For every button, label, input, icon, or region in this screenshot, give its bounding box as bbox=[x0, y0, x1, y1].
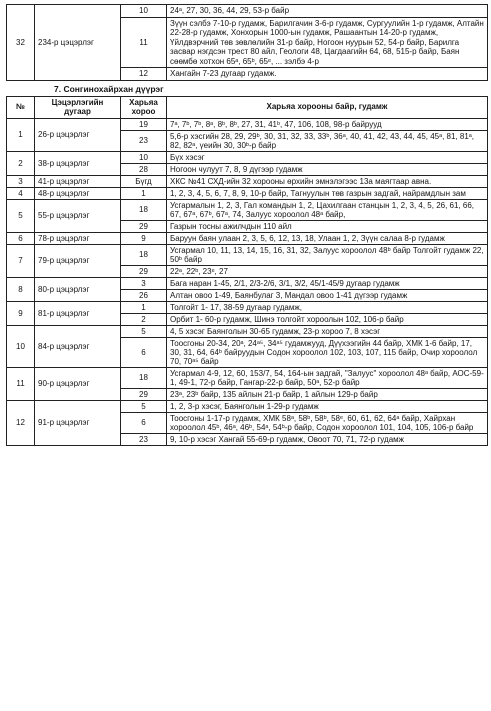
kindergarten-name: 91-р цэцэрлэг bbox=[35, 400, 121, 445]
khoroo-cell: 18 bbox=[121, 244, 167, 265]
row-number: 10 bbox=[7, 325, 35, 367]
khoroo-cell: Бүгд bbox=[121, 175, 167, 187]
address-cell: Тоосгоны 20-34, 20ᵃ, 24ᵃ⁵, 34ᵃ⁵ гудамжууд, Дүүхээгийн 44 байр, ХМК 1-6 байр, 17, 30, 31, 64, 64ᵇ байруудын Содон хороолол 102, 103, 107, 115 байр, Очир хороолол 70, 70ᵃ⁵ байр bbox=[167, 337, 488, 367]
kindergarten-name: 234-р цэцэрлэг bbox=[35, 5, 121, 81]
address-cell: Хангайн 7-23 дугаар гудамж. bbox=[167, 68, 488, 81]
header-khoroo: Харьяа хороо bbox=[121, 96, 167, 118]
khoroo-cell: 26 bbox=[121, 289, 167, 301]
table-row bbox=[7, 301, 488, 313]
table-row bbox=[7, 277, 488, 289]
kindergarten-name: 79-р цэцэрлэг bbox=[35, 244, 121, 277]
kindergarten-table-body bbox=[7, 118, 488, 445]
kindergarten-name: 55-р цэцэрлэг bbox=[35, 199, 121, 232]
address-cell: Усгармал 10, 11, 13, 14, 15, 16, 31, 32, Залуус хороолол 48ᵇ байр Толгойт гудамж 22, 50ᵇ байр bbox=[167, 244, 488, 265]
khoroo-cell: 18 bbox=[121, 199, 167, 220]
header-kindergarten: Цэцэрлэгийн дугаар bbox=[35, 96, 121, 118]
kindergarten-name: 90-р цэцэрлэг bbox=[35, 367, 121, 400]
address-cell: Газрын тосны ажилчдын 110 айл bbox=[167, 220, 488, 232]
address-cell: 9, 10-р хэсэг Хангай 55-69-р гудамж, Овоот 70, 71, 72-р гудамж bbox=[167, 433, 488, 445]
khoroo-cell: 18 bbox=[121, 367, 167, 388]
khoroo-cell: 29 bbox=[121, 265, 167, 277]
kindergarten-table bbox=[6, 96, 488, 446]
address-cell: 5,6-р хэсгийн 28, 29, 29ᵇ, 30, 31, 32, 33, 33ᵇ, 36ᵃ, 40, 41, 42, 43, 44, 45, 45ᵃ, 81, 81ᵃ, 82, 82ᵃ, үеийн 30, 30ᵇ-р байр bbox=[167, 130, 488, 151]
row-number: 7 bbox=[7, 244, 35, 277]
address-cell: Зүүн сэлбэ 7-10-р гудамж, Барилгачин 3-6-р гудамж, Сургуулийн 1-р гудамж, Алтайн 22-28-р гудамж, Хонхорын 1000-ын гудамж, Рашаантын 14-20-р гудамж, Үйлдвэрчний төв зөвлөлийн 31-р байр, Ногоон нуурын 52, 54-р байр, Барилга засвар нэгдсэн трест 80 айл, Геологи 48, Цагдаагийн 64, 68, 515-р байр, Баян сөөмбө хотхон 65ᵃ, 65ᵇ, 65ᵉ, ... зэлбэ 4-р bbox=[167, 17, 488, 68]
khoroo-cell: 23 bbox=[121, 130, 167, 151]
address-cell: Алтан овоо 1-49, Баянбулаг 3, Мандал овоо 1-41 дүгээр гудамж bbox=[167, 289, 488, 301]
header-address: Харьяа хорооны байр, гудамж bbox=[167, 96, 488, 118]
address-cell: 7ᵃ, 7ᵇ, 7ᵇ, 8ᵃ, 8ᵇ, 8ᵇ, 27, 31, 41ᵇ, 47, 106, 108, 98-р байрууд bbox=[167, 118, 488, 130]
address-cell: 24ᵃ, 27, 30, 36, 44, 29, 53-р байр bbox=[167, 5, 488, 18]
address-cell: 23ᵃ, 23ᵇ байр, 135 айлын 21-р байр, 1 айлын 129-р байр bbox=[167, 388, 488, 400]
row-number: 6 bbox=[7, 232, 35, 244]
table-row bbox=[7, 400, 488, 412]
table-row bbox=[7, 118, 488, 130]
table-row bbox=[7, 199, 488, 220]
kindergarten-name: 41-р цэцэрлэг bbox=[35, 175, 121, 187]
address-cell: Тоосгоны 1-17-р гудамж, ХМК 58ᵃ, 58ᵇ, 58ᵇ, 58ᵉ, 60, 61, 62, 64ᵃ байр, Хайрхан хороолол 45ᵇ, 46ᵃ, 46ᵇ, 54ᵃ, 54ᵇ-р байр, Содон хороолол 101, 104, 105, 106-р байр bbox=[167, 412, 488, 433]
row-number: 32 bbox=[7, 5, 35, 81]
kindergarten-name: 26-р цэцэрлэг bbox=[35, 118, 121, 151]
address-cell: Толгойт 1- 17, 38-59 дугаар гудамж, bbox=[167, 301, 488, 313]
khoroo-cell: 10 bbox=[121, 5, 167, 18]
top-table bbox=[6, 4, 488, 81]
kindergarten-name: 48-р цэцэрлэг bbox=[35, 187, 121, 199]
khoroo-cell: 10 bbox=[121, 151, 167, 163]
khoroo-cell: 6 bbox=[121, 412, 167, 433]
row-number: 1 bbox=[7, 118, 35, 151]
khoroo-cell: 6 bbox=[121, 337, 167, 367]
kindergarten-name: 84-р цэцэрлэг bbox=[35, 325, 121, 367]
address-cell: Баруун баян улаан 2, 3, 5, 6, 12, 13, 18, Улаан 1, 2, Зүүн салаа 8-р гудамж bbox=[167, 232, 488, 244]
address-cell: Усгармал 4-9, 12, 60, 153/7, 54, 164-ын задгай, "Залуус" хороолол 48ᵃ байр, АОС-59-1, 49-1, 72-р байр, Гангар-22-р байр, 50ᵃ, 52-р байр bbox=[167, 367, 488, 388]
address-cell: Ногоон чулуут 7, 8, 9 дүгээр гудамж bbox=[167, 163, 488, 175]
khoroo-cell: 5 bbox=[121, 325, 167, 337]
row-number: 11 bbox=[7, 367, 35, 400]
address-cell: 1, 2, 3-р хэсэг, Баянголын 1-29-р гудамж bbox=[167, 400, 488, 412]
khoroo-cell: 23 bbox=[121, 433, 167, 445]
kindergarten-name: 80-р цэцэрлэг bbox=[35, 277, 121, 301]
header-no: № bbox=[7, 96, 35, 118]
address-cell: ХКС №41 СХД-ийн 32 хорооны өрхийн эмнэлэгээс 13а маягтаар авна. bbox=[167, 175, 488, 187]
row-number: 5 bbox=[7, 199, 35, 232]
row-number: 12 bbox=[7, 400, 35, 445]
top-table-body bbox=[7, 5, 488, 81]
table-row bbox=[7, 325, 488, 337]
address-cell: Орбит 1- 60-р гудамж, Шинэ толгойт хороолын 102, 106-р байр bbox=[167, 313, 488, 325]
section-title: 7. Сонгинохайрхан дүүрэг bbox=[54, 83, 164, 94]
row-number: 8 bbox=[7, 277, 35, 301]
address-cell: 4, 5 хэсэг Баянголын 30-65 гудамж, 23-р хороо 7, 8 хэсэг bbox=[167, 325, 488, 337]
kindergarten-name: 78-р цэцэрлэг bbox=[35, 232, 121, 244]
address-cell: Бага наран 1-45, 2/1, 2/3-2/6, 3/1, 3/2, 45/1-45/9 дугаар гудамж bbox=[167, 277, 488, 289]
khoroo-cell: 1 bbox=[121, 301, 167, 313]
header-row bbox=[7, 96, 488, 118]
khoroo-cell: 3 bbox=[121, 277, 167, 289]
address-cell: Усгармалын 1, 2, 3, Гал командын 1, 2, Цахилгаан станцын 1, 2, 3, 4, 5, 26, 61, 66, 67, 67ᵃ, 67ᵇ, 67ᵃ, 74, Залуус хороолол 48ᵃ байр, bbox=[167, 199, 488, 220]
address-cell: 22ᵃ, 22ᵇ, 23ᵉ, 27 bbox=[167, 265, 488, 277]
khoroo-cell: 19 bbox=[121, 118, 167, 130]
row-number: 3 bbox=[7, 175, 35, 187]
table-row bbox=[7, 175, 488, 187]
khoroo-cell: 29 bbox=[121, 388, 167, 400]
kindergarten-name: 81-р цэцэрлэг bbox=[35, 301, 121, 325]
khoroo-cell: 28 bbox=[121, 163, 167, 175]
document-page bbox=[6, 4, 487, 446]
row-number: 4 bbox=[7, 187, 35, 199]
khoroo-cell: 1 bbox=[121, 187, 167, 199]
khoroo-cell: 29 bbox=[121, 220, 167, 232]
kindergarten-name: 38-р цэцэрлэг bbox=[35, 151, 121, 175]
khoroo-cell: 12 bbox=[121, 68, 167, 81]
table-row bbox=[7, 5, 488, 18]
table-row bbox=[7, 232, 488, 244]
khoroo-cell: 2 bbox=[121, 313, 167, 325]
row-number: 9 bbox=[7, 301, 35, 325]
table-row bbox=[7, 367, 488, 388]
table-row bbox=[7, 151, 488, 163]
row-number: 2 bbox=[7, 151, 35, 175]
table-row bbox=[7, 244, 488, 265]
khoroo-cell: 5 bbox=[121, 400, 167, 412]
address-cell: Бүх хэсэг bbox=[167, 151, 488, 163]
khoroo-cell: 11 bbox=[121, 17, 167, 68]
address-cell: 1, 2, 3, 4, 5, 6, 7, 8, 9, 10-р байр, Тагнуулын төв газрын задгай, найрамдлын зам bbox=[167, 187, 488, 199]
khoroo-cell: 9 bbox=[121, 232, 167, 244]
table-row bbox=[7, 187, 488, 199]
